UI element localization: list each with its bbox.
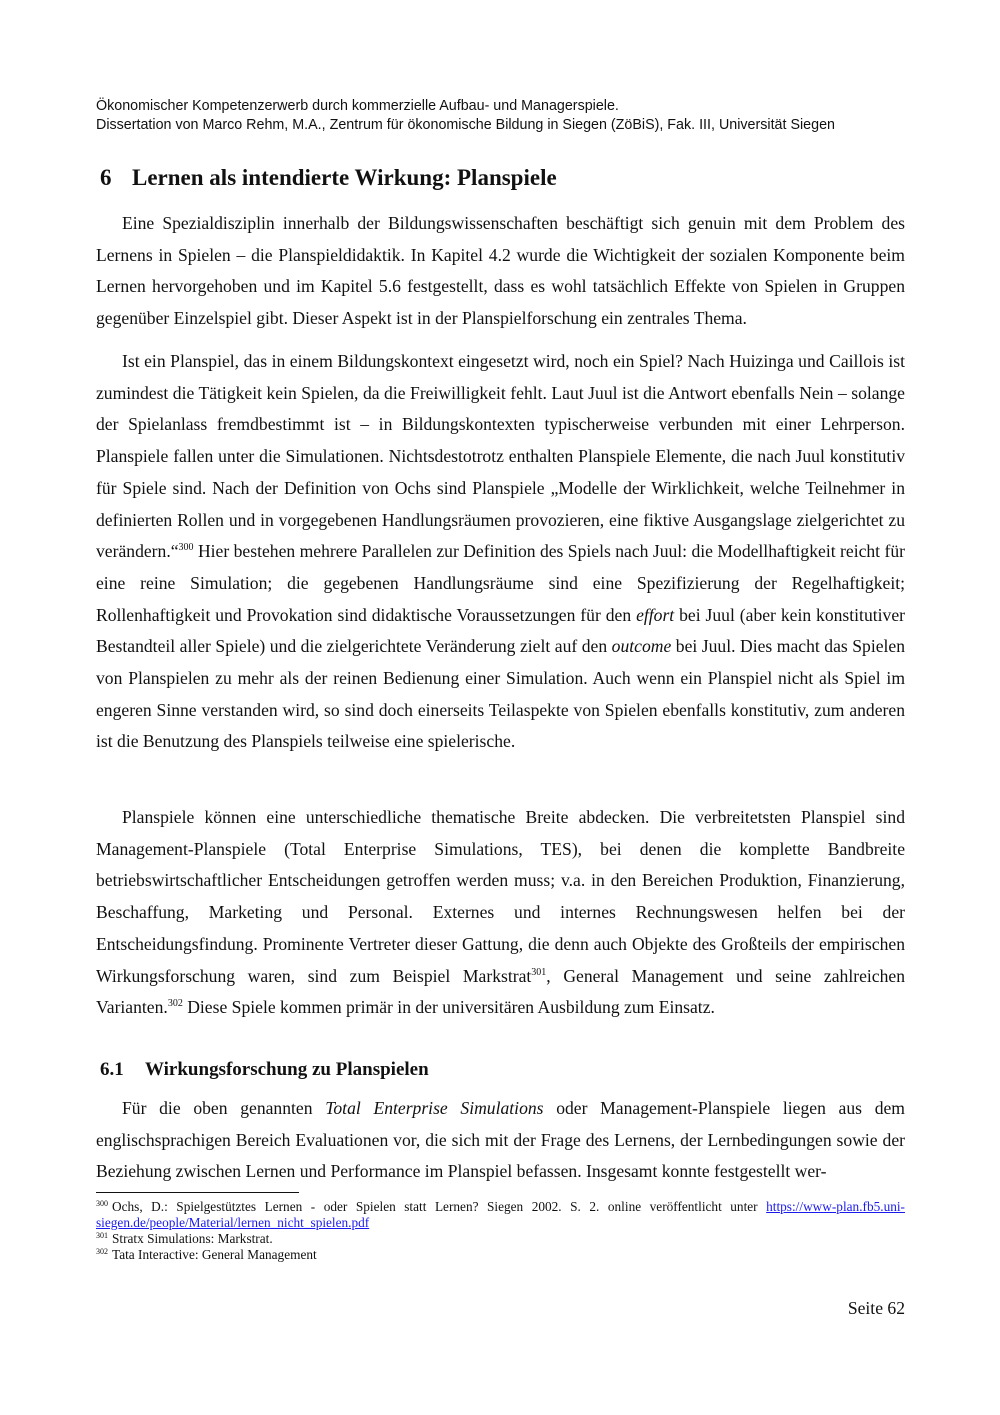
footnote-link[interactable]: https://www-plan.fb5.uni-siegen.de/people/Material/lernen_nicht_spielen.pdf <box>96 1199 905 1230</box>
running-header <box>96 97 916 135</box>
footnote-ref-301[interactable]: 301 <box>531 966 547 978</box>
section-number: 6.1 <box>100 1059 124 1080</box>
footnote-302 <box>96 1247 905 1263</box>
page-number: Seite 62 <box>847 1298 905 1318</box>
paragraph-4-text-a: Für die oben genannten <box>122 1098 326 1118</box>
emphasis-effort: effort <box>636 604 675 625</box>
footnote-text: Ochs, D.: Spielgestütztes Lernen - oder Spielen statt Lernen? Siegen 2002. S. 2. online veröffentlicht unter <box>112 1199 767 1214</box>
footnote-text: Tata Interactive: General Management <box>112 1247 317 1262</box>
section-title: Wirkungsforschung zu Planspielen <box>145 1059 429 1080</box>
emphasis-outcome: outcome <box>611 636 672 657</box>
paragraph-2-text-b: Hier bestehen mehrere Parallelen zur Definition des Spiels nach Juul: die Modellhaftigkeit reicht für eine reine Simulation; die gegebenen Handlungsräume sind eine Spezifizierung der Regelhaftigkeit; Rollenhaftigkeit und Provokation sind didaktische Voraussetzungen für den <box>96 541 905 625</box>
paragraph-2-text-d: bei Juul. Dies macht das Spielen von Planspielen zu mehr als der reinen Bedienung einer Simulation. Auch wenn ein Planspiel nicht als Spiel im engeren Sinne verstanden wird, so sind doch einerseits Teilaspekte von Spielen ebenfalls konstitutiv, zum anderen ist die Benutzung des Planspiels teilweise eine spielerische. <box>96 636 906 752</box>
chapter-number: 6 <box>100 165 112 190</box>
footnote-separator <box>96 1192 299 1193</box>
emphasis-tes: Total Enterprise Simulations <box>325 1098 544 1118</box>
header-title-line: Ökonomischer Kompetenzerwerb durch kommerzielle Aufbau- und Managerspiele. <box>96 98 619 114</box>
footnote-number: 302 <box>96 1247 108 1256</box>
paragraph-1: Eine Spezialdisziplin innerhalb der Bildungswissenschaften beschäftigt sich genuin mit dem Problem des Lernens in Spielen – die Planspieldidaktik. In Kapitel 4.2 wurde die Wichtigkeit der sozialen Komponente beim Lernen hervorgehoben und im Kapitel 5.6 festgestellt, dass es wohl tatsächlich Effekte von Spielen in Gruppen gegenüber Einzelspiel gibt. Dieser Aspekt ist in der Planspielforschung ein zentrales Thema. <box>96 213 905 329</box>
paragraph-3 <box>96 802 905 1024</box>
paragraph-3-text-c: Diese Spiele kommen primär in der universitären Ausbildung zum Einsatz. <box>182 997 715 1018</box>
paragraph-4 <box>96 1093 905 1188</box>
chapter-title: Lernen als intendierte Wirkung: Planspiele <box>132 165 557 190</box>
chapter-heading <box>100 163 557 193</box>
footnotes <box>96 1199 905 1263</box>
section-heading <box>100 1057 429 1083</box>
footnote-301 <box>96 1231 905 1247</box>
paragraph-2-text-c: bei Juul (aber kein konstitutiver Bestandteil aller Spiele) und die zielgerichtete Veränderung zielt auf den <box>96 604 905 657</box>
footnote-ref-300[interactable]: 300 <box>178 542 194 554</box>
paragraph-2 <box>96 346 905 758</box>
paragraph-2-text-a: Ist ein Planspiel, das in einem Bildungskontext eingesetzt wird, noch ein Spiel? Nach Huizinga und Caillois ist zumindest die Tätigkeit kein Spielen, da die Freiwilligkeit fehlt. Laut Juul ist die Antwort ebenfalls Nein – solange der Spielanlass fremdbestimmt ist – in Bildungskontexten typischerweise verbunden mit einer Lehrperson. Planspiele fallen unter die Simulationen. Nichtsdestotrotz enthalten Planspiele Elemente, die nach Juul konstitutiv für Spiele sind. Nach der Definition von Ochs sind Planspiele „Modelle der Wirklichkeit, welche Teilnehmer in definierten Rollen und in vorgegebenen Handlungsräumen provozieren, eine fiktive Ausgangslage zielgerichtet zu verändern.“ <box>96 351 905 562</box>
footnote-number: 300 <box>96 1199 108 1208</box>
footnote-text: Stratx Simulations: Markstrat. <box>112 1231 273 1246</box>
header-author-line: Dissertation von Marco Rehm, M.A., Zentrum für ökonomische Bildung in Siegen (ZöBiS), Fak. III, Universität Siegen <box>96 117 835 133</box>
paragraph-4-text-b: oder Management-Planspiele liegen aus dem englischsprachigen Bereich Evaluationen vor, die sich mit der Frage des Lernens, der Lernbedingungen sowie der Beziehung zwischen Lernen und Performance im Planspiel befassen. Insgesamt konnte festgestellt wer- <box>96 1098 905 1182</box>
footnote-ref-302[interactable]: 302 <box>167 998 183 1010</box>
footnote-300 <box>96 1199 905 1231</box>
paragraph-3-text-b: , General Management und seine zahlreichen Varianten. <box>96 965 905 1018</box>
paragraph-3-text-a: Planspiele können eine unterschiedliche thematische Breite abdecken. Die verbreitetsten Planspiel sind Management-Planspiele (Total Enterprise Simulations, TES), bei denen die komplette Bandbreite betriebswirtschaftlicher Entscheidungen getroffen werden muss; v.a. in den Bereichen Produktion, Finanzierung, Beschaffung, Marketing und Personal. Externes und internes Rechnungswesen helfen bei der Entscheidungsfindung. Prominente Vertreter dieser Gattung, die denn auch Objekte des Großteils der empirischen Wirkungsforschung waren, sind zum Beispiel Markstrat <box>96 807 905 986</box>
footnote-number: 301 <box>96 1231 108 1240</box>
